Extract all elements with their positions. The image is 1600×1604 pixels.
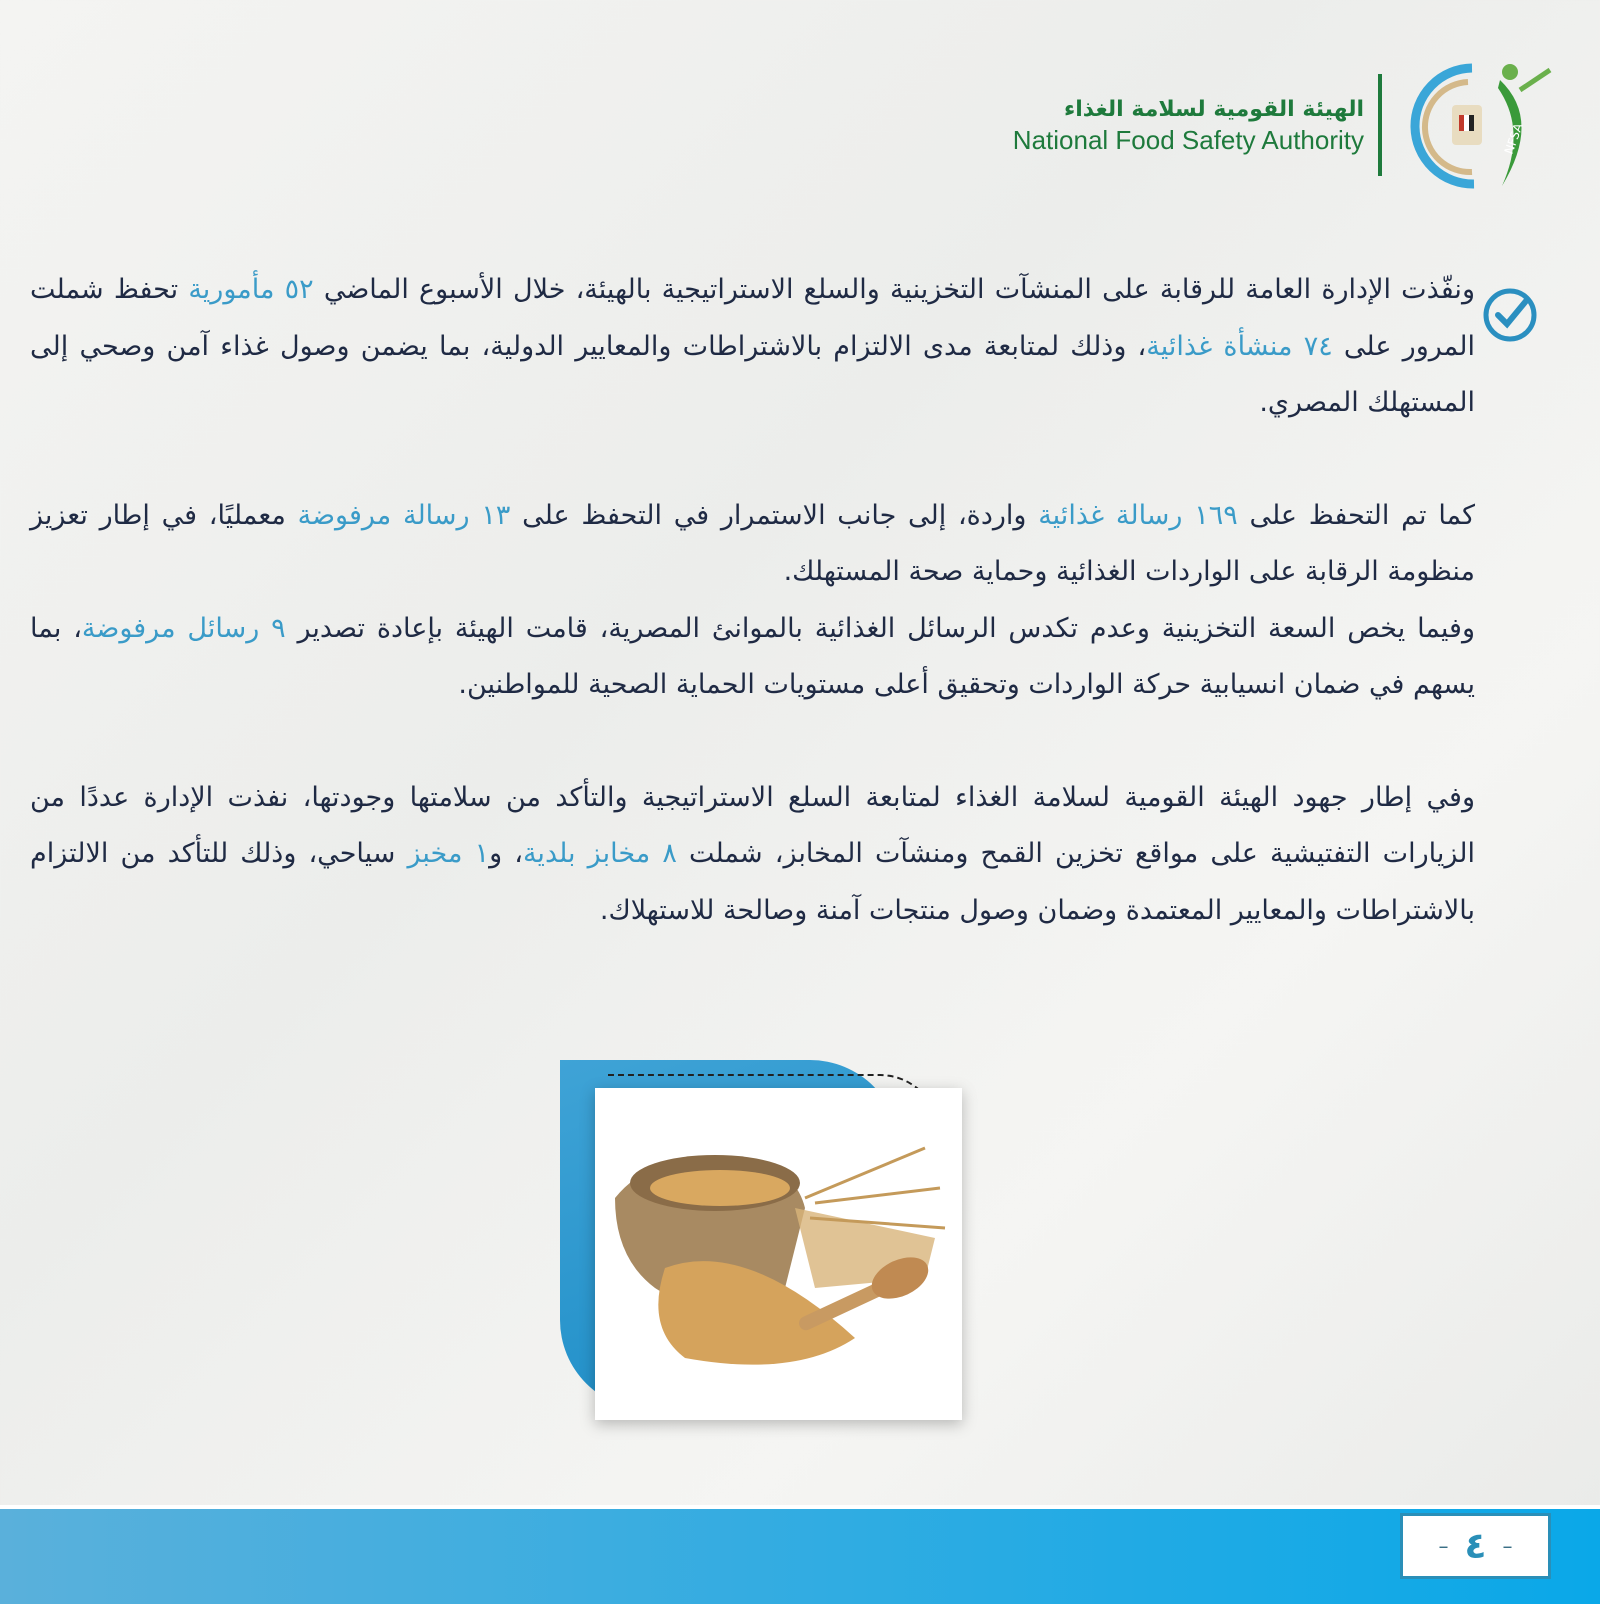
body-text: تحفظ شملت المرور على <box>30 274 1475 362</box>
paragraph-shipments <box>30 488 1475 601</box>
page-number-value: ٤ <box>1464 1525 1487 1567</box>
body-text: ، وذلك لمتابعة مدى الالتزام بالاشتراطات والمعايير الدولية، بما يضمن وصول غذاء آمن وصحي إلى المستهلك المصري. <box>30 330 1475 418</box>
check-circle-icon <box>1482 287 1538 343</box>
article-body <box>30 262 1475 939</box>
body-text: معمليًا، في إطار تعزيز منظومة الرقابة على الواردات الغذائية وحماية صحة المستهلك. <box>30 499 1475 587</box>
body-text: ، بما يسهم في ضمان انسيابية حركة الواردات وتحقيق أعلى مستويات الحماية الصحية للمواطنين. <box>30 612 1475 700</box>
paragraph-reexport <box>30 601 1475 714</box>
page-number: – ٤ – <box>1400 1513 1551 1579</box>
nfsa-logo <box>1402 60 1552 190</box>
body-text: سياحي، وذلك للتأكد من الالتزام بالاشتراطات والمعايير المعتمدة وضمان وصول منتجات آمنة وصالحة للاستهلاك. <box>30 838 1475 926</box>
org-name-en: National Food Safety Authority <box>1012 125 1364 155</box>
body-text: ، و <box>489 838 523 869</box>
grain-photo-frame <box>560 1060 990 1430</box>
grain-photo <box>595 1088 962 1420</box>
footer-band <box>0 1505 1600 1604</box>
logo-text: NFSA <box>1501 121 1526 157</box>
highlighted-figure: ٧٤ منشأة غذائية <box>1146 330 1333 362</box>
body-text: ونفّذت الإدارة العامة للرقابة على المنشآت التخزينية والسلع الاستراتيجية بالهيئة، خلال الأسبوع الماضي <box>313 274 1475 305</box>
highlighted-figure: ٨ مخابز بلدية <box>522 838 677 869</box>
body-text: وفي إطار جهود الهيئة القومية لسلامة الغذاء لمتابعة السلع الاستراتيجية والتأكد من سلامتها وجودتها، نفذت الإدارة عددًا من الزيارات التفتيشية على مواقع تخزين القمح ومنشآت المخابز، شملت <box>30 781 1475 869</box>
header <box>1013 60 1552 190</box>
body-text: واردة، إلى جانب الاستمرار في التحفظ على <box>510 499 1039 531</box>
highlighted-figure: ١٣ رسالة مرفوضة <box>297 499 511 531</box>
header-divider <box>1378 74 1382 176</box>
highlighted-figure: ١ مخبز <box>407 838 490 869</box>
paragraph-bakeries <box>30 770 1475 940</box>
highlighted-figure: ٩ رسائل مرفوضة <box>81 612 286 644</box>
brand-text <box>1013 95 1364 155</box>
highlighted-figure: ١٦٩ رسالة غذائية <box>1038 499 1238 531</box>
highlighted-figure: ٥٢ مأمورية <box>188 274 314 305</box>
body-text: كما تم التحفظ على <box>1237 499 1476 531</box>
paragraph-inspections <box>30 262 1475 432</box>
body-text: وفيما يخص السعة التخزينية وعدم تكدس الرسائل الغذائية بالموانئ المصرية، قامت الهيئة بإعادة تصدير <box>285 612 1476 644</box>
org-name-ar: الهيئة القومية لسلامة الغذاء <box>1063 97 1364 122</box>
